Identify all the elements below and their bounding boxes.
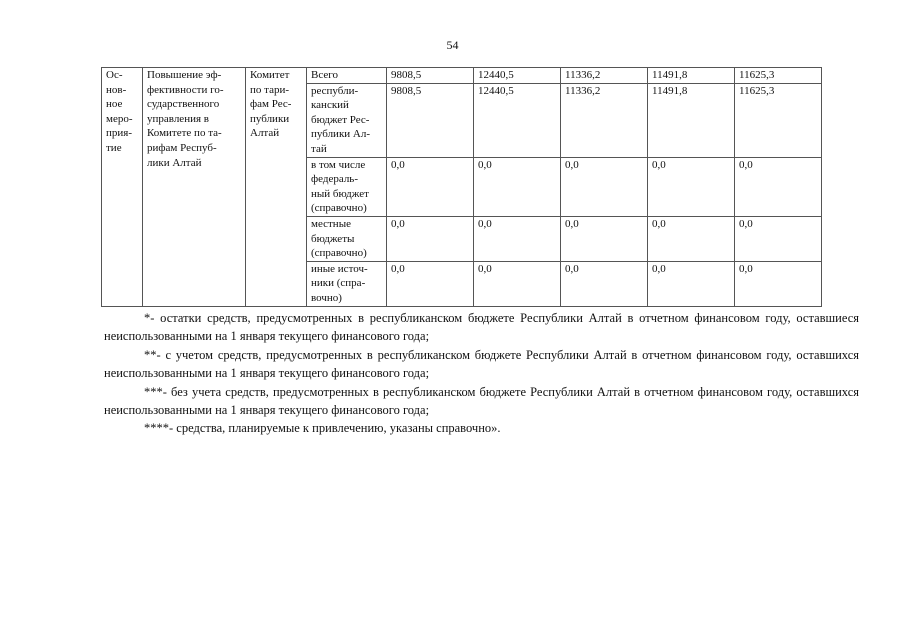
executor-line: фам Рес- bbox=[250, 98, 292, 111]
value-cell: 9808,5 bbox=[387, 83, 474, 157]
value-cell: 0,0 bbox=[474, 157, 561, 216]
value-cell: 0,0 bbox=[561, 157, 648, 216]
funding-source-line: иные источ- bbox=[311, 262, 368, 275]
funding-source-line: тай bbox=[311, 142, 327, 155]
footnote: *- остатки средств, предусмотренных в республиканском бюджете Республики Алтай в отчетном финансовом году, оставшиеся неиспользованными на 1 января текущего финансового года; bbox=[104, 311, 859, 344]
event-name-cell bbox=[143, 68, 246, 307]
footnote: **- с учетом средств, предусмотренных в республиканском бюджете Республики Алтай в отчетном финансовом году, оставшихся неиспользованными на 1 января текущего финансового года; bbox=[104, 347, 859, 381]
funding-source-line: Всего bbox=[311, 69, 338, 81]
funding-source-cell bbox=[307, 157, 387, 216]
event-name-line: управления в bbox=[147, 112, 209, 125]
funding-source-line: (справочно) bbox=[311, 202, 367, 215]
value-cell: 0,0 bbox=[735, 216, 822, 261]
funding-source-cell bbox=[307, 68, 387, 84]
event-type-cell bbox=[102, 68, 143, 307]
funding-source-line: (справочно) bbox=[311, 247, 367, 260]
value-cell: 0,0 bbox=[735, 261, 822, 306]
event-name-line: Комитете по та- bbox=[147, 127, 222, 140]
page-number: 54 bbox=[446, 38, 459, 52]
funding-source-line: бюджеты bbox=[311, 232, 355, 245]
value-cell: 0,0 bbox=[387, 157, 474, 216]
value-cell: 0,0 bbox=[561, 261, 648, 306]
funding-source-line: ный бюджет bbox=[311, 187, 369, 200]
value-cell: 9808,5 bbox=[387, 68, 474, 84]
value-cell: 11491,8 bbox=[648, 83, 735, 157]
funding-source-line: публики Ал- bbox=[311, 128, 371, 141]
event-type-line: ное bbox=[106, 98, 123, 111]
funding-source-line: республи- bbox=[311, 84, 359, 97]
event-name-line: Повышение эф- bbox=[147, 69, 222, 81]
budget-table bbox=[101, 67, 822, 307]
value-cell: 11336,2 bbox=[561, 68, 648, 84]
footnote: ***- без учета средств, предусмотренных в республиканском бюджете Республики Алтай в отчетном финансовом году, оставшихся неиспользованными на 1 января текущего финансового года; bbox=[104, 384, 859, 418]
funding-source-line: вочно) bbox=[311, 291, 342, 304]
funding-source-cell bbox=[307, 261, 387, 306]
value-cell: 0,0 bbox=[387, 261, 474, 306]
value-cell: 0,0 bbox=[648, 261, 735, 306]
value-cell: 0,0 bbox=[561, 216, 648, 261]
executor-line: Алтай bbox=[250, 127, 280, 140]
event-name-line: фективности го- bbox=[147, 83, 224, 96]
funding-source-cell bbox=[307, 216, 387, 261]
event-name-line: рифам Респуб- bbox=[147, 141, 217, 154]
value-cell: 0,0 bbox=[735, 157, 822, 216]
value-cell: 11625,3 bbox=[735, 83, 822, 157]
value-cell: 12440,5 bbox=[474, 83, 561, 157]
funding-source-line: местные bbox=[311, 217, 351, 230]
value-cell: 0,0 bbox=[474, 216, 561, 261]
footnote: ****- средства, планируемые к привлечению, указаны справочно». bbox=[144, 421, 501, 436]
event-type-line: тие bbox=[106, 141, 122, 154]
funding-source-line: канский bbox=[311, 99, 349, 112]
footnotes bbox=[104, 309, 859, 438]
executor-line: публики bbox=[250, 112, 290, 125]
executor-line: Комитет bbox=[250, 69, 290, 81]
value-cell: 0,0 bbox=[387, 216, 474, 261]
value-cell: 0,0 bbox=[648, 216, 735, 261]
funding-source-line: ники (спра- bbox=[311, 277, 366, 290]
funding-source-line: бюджет Рес- bbox=[311, 113, 370, 126]
event-name-line: сударственного bbox=[147, 98, 220, 111]
value-cell: 0,0 bbox=[474, 261, 561, 306]
funding-source-line: федераль- bbox=[311, 173, 358, 186]
value-cell: 11336,2 bbox=[561, 83, 648, 157]
funding-source-cell bbox=[307, 83, 387, 157]
value-cell: 11491,8 bbox=[648, 68, 735, 84]
executor-line: по тари- bbox=[250, 83, 290, 96]
event-type-line: Ос- bbox=[106, 69, 123, 81]
table-row bbox=[102, 68, 822, 84]
event-name-line: лики Алтай bbox=[147, 156, 202, 169]
value-cell: 0,0 bbox=[648, 157, 735, 216]
value-cell: 11625,3 bbox=[735, 68, 822, 84]
event-type-line: нов- bbox=[106, 83, 127, 96]
event-type-line: прия- bbox=[106, 127, 132, 140]
event-type-line: меро- bbox=[106, 112, 133, 125]
value-cell: 12440,5 bbox=[474, 68, 561, 84]
funding-source-line: в том числе bbox=[311, 158, 366, 171]
executor-cell bbox=[246, 68, 307, 307]
